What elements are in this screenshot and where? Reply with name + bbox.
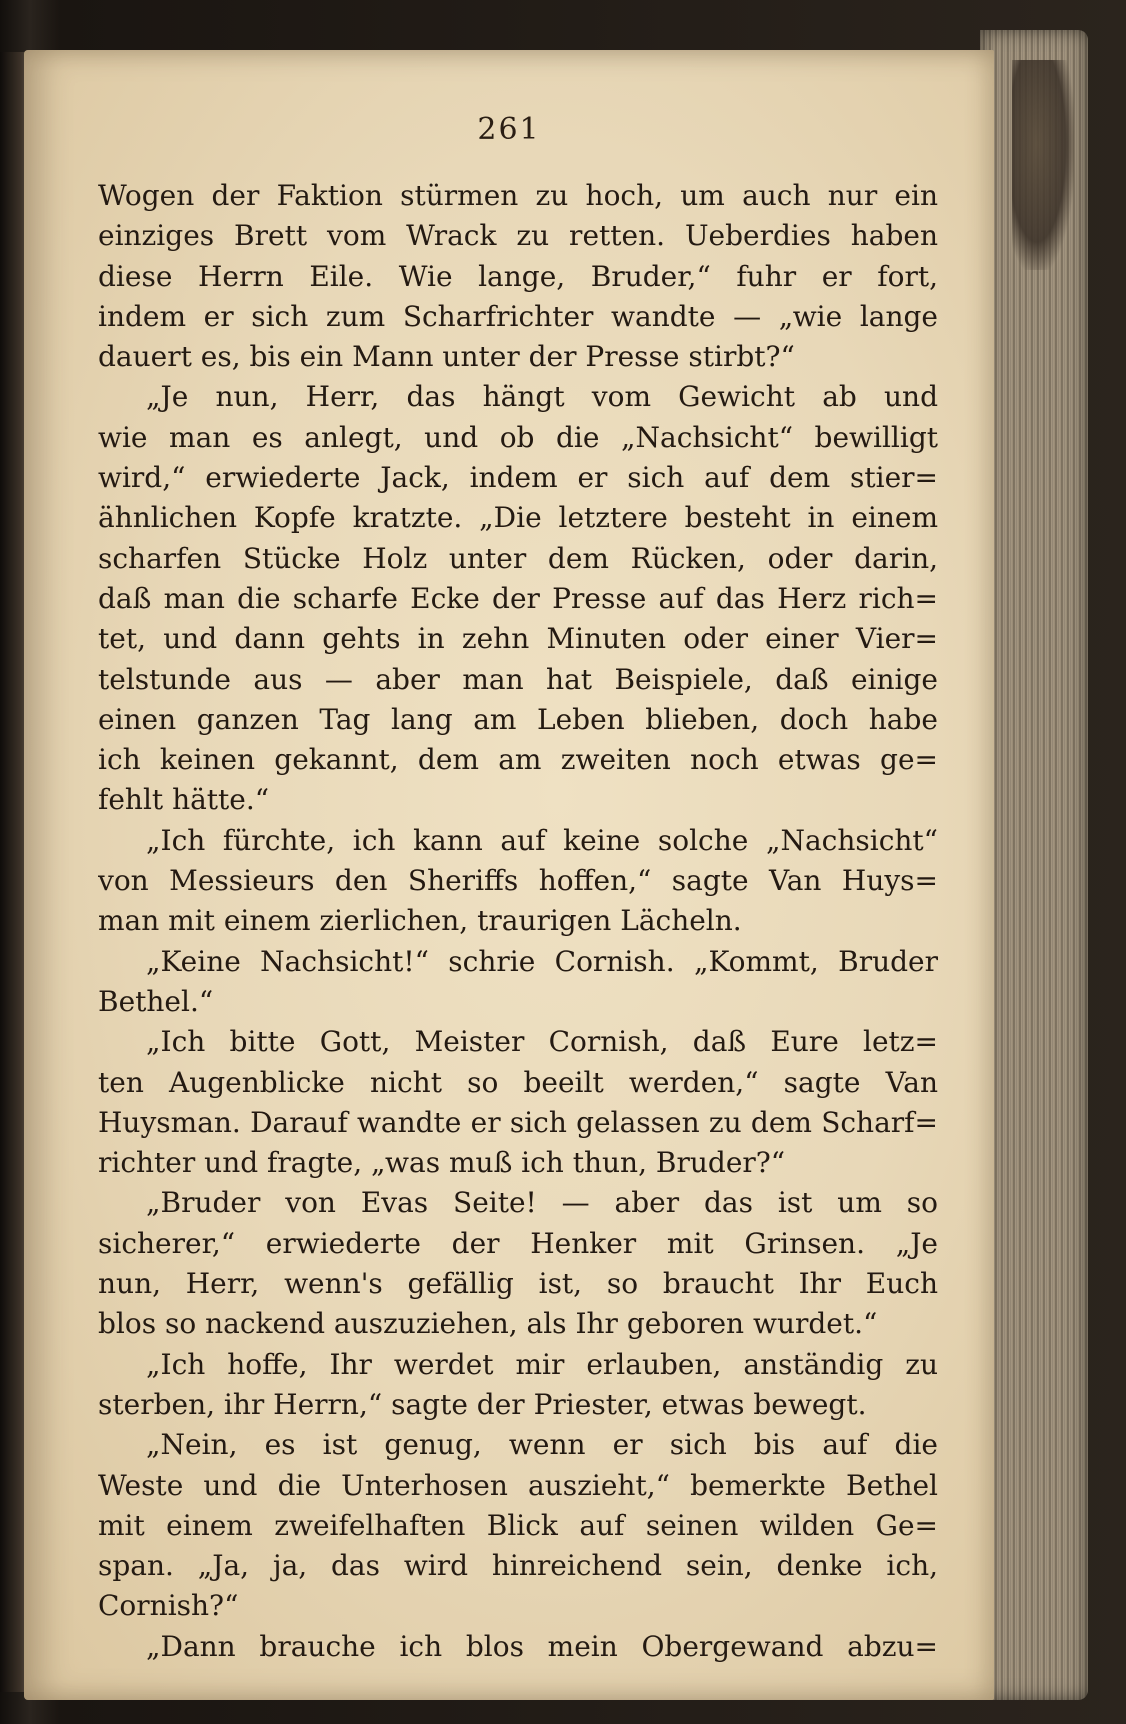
text-line: Bethel.“ [98,984,214,1018]
text-line: „Dann brauche ich blos mein Obergewand abzu= [146,1629,938,1663]
text-line: daß man die scharfe Ecke der Presse auf das Herz rich= [98,581,938,615]
text-line: telstunde aus — aber man hat Beispiele, daß einige [98,662,938,696]
text-line: fehlt hätte.“ [98,783,270,817]
text-line: einen ganzen Tag lang am Leben blieben, doch habe [98,702,938,736]
text-line: ähnlichen Kopfe kratzte. „Die letztere besteht in einem [98,501,938,535]
text-line: diese Herrn Eile. Wie lange, Bruder,“ fuhr er fort, [98,259,938,293]
text-line: nun, Herr, wenn's gefällig ist, so braucht Ihr Euch [98,1267,938,1301]
text-line: tet, und dann gehts in zehn Minuten oder einer Vier= [98,622,938,656]
text-line: richter und fragte, „was muß ich thun, Bruder?“ [98,1146,786,1180]
page-stack-edge [980,30,1088,1700]
text-line: „Ich hoffe, Ihr werdet mir erlauben, anständig zu [146,1347,938,1381]
text-line: „Nein, es ist genug, wenn er sich bis auf die [146,1428,938,1462]
text-line: span. „Ja, ja, das wird hinreichend sein, denke ich, [98,1549,938,1583]
text-line: von Messieurs den Sheriffs hoffen,“ sagte Van Huys= [98,864,938,898]
text-line: wie man es anlegt, und ob die „Nachsicht“ bewilligt [98,420,938,454]
text-line: scharfen Stücke Holz unter dem Rücken, oder darin, [98,541,938,575]
text-line: Weste und die Unterhosen auszieht,“ bemerkte Bethel [98,1468,938,1502]
text-line: sterben, ihr Herrn,“ sagte der Priester, etwas bewegt. [98,1387,867,1421]
page-number: 261 [477,112,541,147]
text-line: ich keinen gekannt, dem am zweiten noch etwas ge= [98,743,938,777]
text-line: „Keine Nachsicht!“ schrie Cornish. „Kommt, Bruder [146,944,938,978]
text-line: ten Augenblicke nicht so beeilt werden,“ sagte Van [98,1065,938,1099]
text-line: Huysman. Darauf wandte er sich gelassen zu dem Scharf= [98,1105,938,1139]
text-line: wird,“ erwiederte Jack, indem er sich auf dem stier= [98,461,938,495]
text-line: blos so nackend auszuziehen, als Ihr geboren wurdet.“ [98,1307,878,1341]
worn-paper-mark [1012,60,1074,270]
text-line: Wogen der Faktion stürmen zu hoch, um auch nur ein [98,179,938,212]
text-line: „Bruder von Evas Seite! — aber das ist um so [146,1186,938,1220]
text-line: Cornish?“ [98,1589,239,1623]
text-line: sicherer,“ erwiederte der Henker mit Grinsen. „Je [98,1226,938,1260]
page-text-block [98,176,938,1676]
text-line: man mit einem zierlichen, traurigen Lächeln. [98,904,742,938]
text-line: mit einem zweifelhaften Blick auf seinen wilden Ge= [98,1508,938,1542]
text-line: „Ich fürchte, ich kann auf keine solche „Nachsicht“ [146,823,938,857]
text-line: dauert es, bis ein Mann unter der Presse stirbt?“ [98,340,795,374]
text-line: „Je nun, Herr, das hängt vom Gewicht ab und [146,380,938,414]
text-line: einziges Brett vom Wrack zu retten. Ueberdies haben [98,219,938,253]
text-line: „Ich bitte Gott, Meister Cornish, daß Eure letz= [146,1025,938,1059]
book-page [24,50,994,1700]
text-line: indem er sich zum Scharfrichter wandte — „wie lange [98,299,938,333]
